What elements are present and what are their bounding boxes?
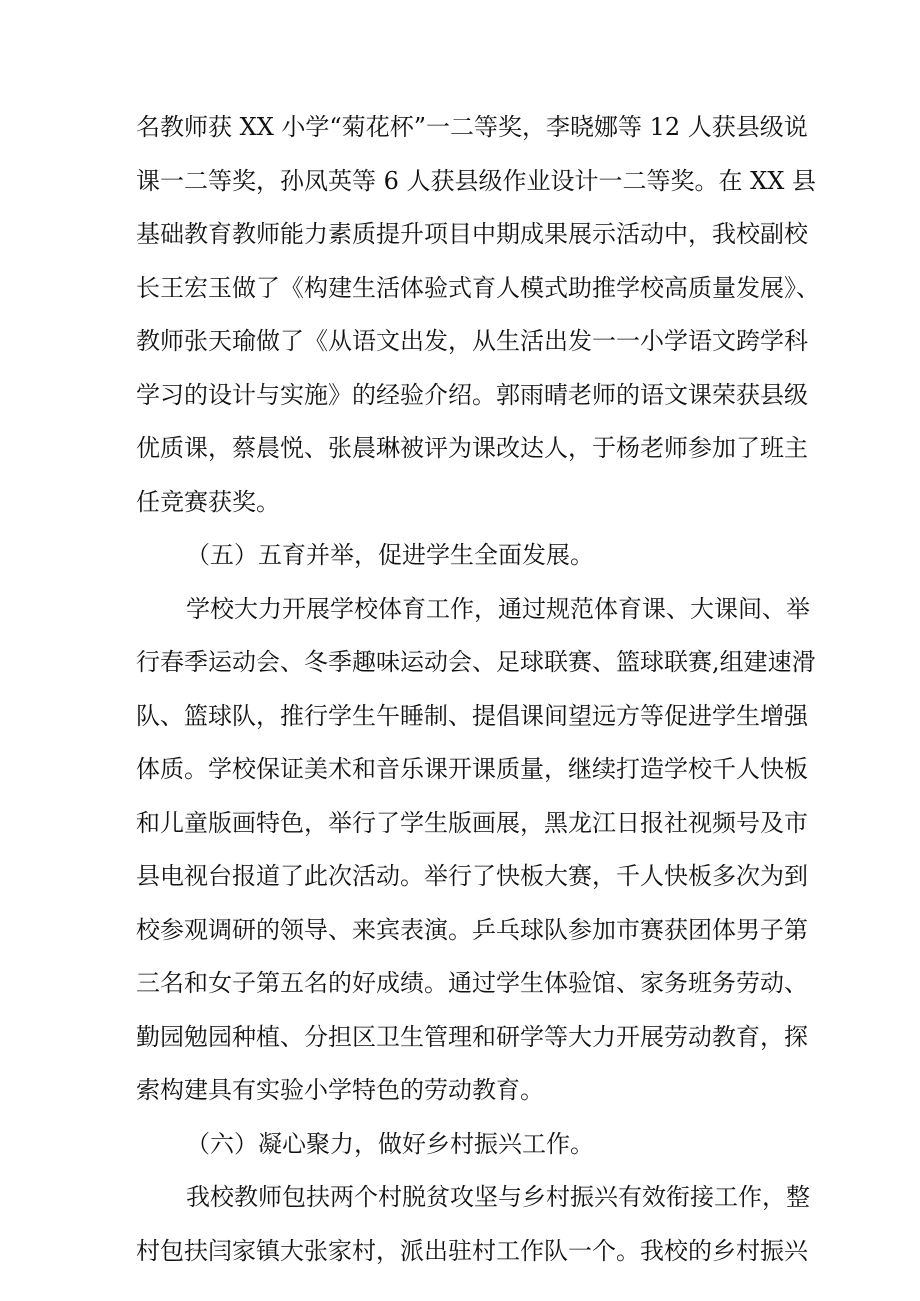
text-line: 校参观调研的领导、来宾表演。乒乓球队参加市赛获团体男子第 [136,916,808,944]
text-line: 名教师获 XX 小学“菊花杯”一二等奖，李晓娜等 12 人获县级说 [136,113,808,141]
section-heading-6: （六）凝心聚力，做好乡村振兴工作。 [186,1130,594,1158]
text-line: 队、篮球队，推行学生午睡制、提倡课间望远方等促进学生增强 [136,702,808,730]
text-line: 学校大力开展学校体育工作，通过规范体育课、大课间、举 [186,595,810,623]
text-line: 县电视台报道了此次活动。举行了快板大赛，千人快板多次为到 [136,862,808,890]
text-line: 课一二等奖，孙凤英等 6 人获县级作业设计一二等奖。在 XX 县 [136,167,816,195]
text-line: 体质。学校保证美术和音乐课开课质量，继续打造学校千人快板 [136,755,808,783]
text-line: 学习的设计与实施》的经验介绍。郭雨晴老师的语文课荣获县级 [136,381,808,409]
text-line: 优质课，蔡晨悦、张晨琳被评为课改达人，于杨老师参加了班主 [136,434,808,462]
text-line: 勤园勉园种植、分担区卫生管理和研学等大力开展劳动教育，探 [136,1023,808,1051]
text-line: 三名和女子第五名的好成绩。通过学生体验馆、家务班务劳动、 [136,969,808,997]
text-line: 村包扶闫家镇大张家村，派出驻村工作队一个。我校的乡村振兴 [136,1237,808,1265]
text-line: 基础教育教师能力素质提升项目中期成果展示活动中，我校副校 [136,220,808,248]
section-heading-5: （五）五育并举，促进学生全面发展。 [186,541,594,569]
text-line: 我校教师包扶两个村脱贫攻坚与乡村振兴有效衔接工作，整 [186,1183,810,1211]
text-line: 索构建具有实验小学特色的劳动教育。 [136,1076,544,1104]
text-line: 行春季运动会、冬季趣味运动会、足球联赛、篮球联赛,组建速滑 [136,648,816,676]
text-line: 教师张天瑜做了《从语文出发，从生活出发一一小学语文跨学科 [136,327,808,355]
text-line: 任竞赛获奖。 [136,488,280,516]
text-line: 和儿童版画特色，举行了学生版画展，黑龙江日报社视频号及市 [136,809,808,837]
text-line: 长王宏玉做了《构建生活体验式育人模式助推学校高质量发展》、 [136,274,820,302]
